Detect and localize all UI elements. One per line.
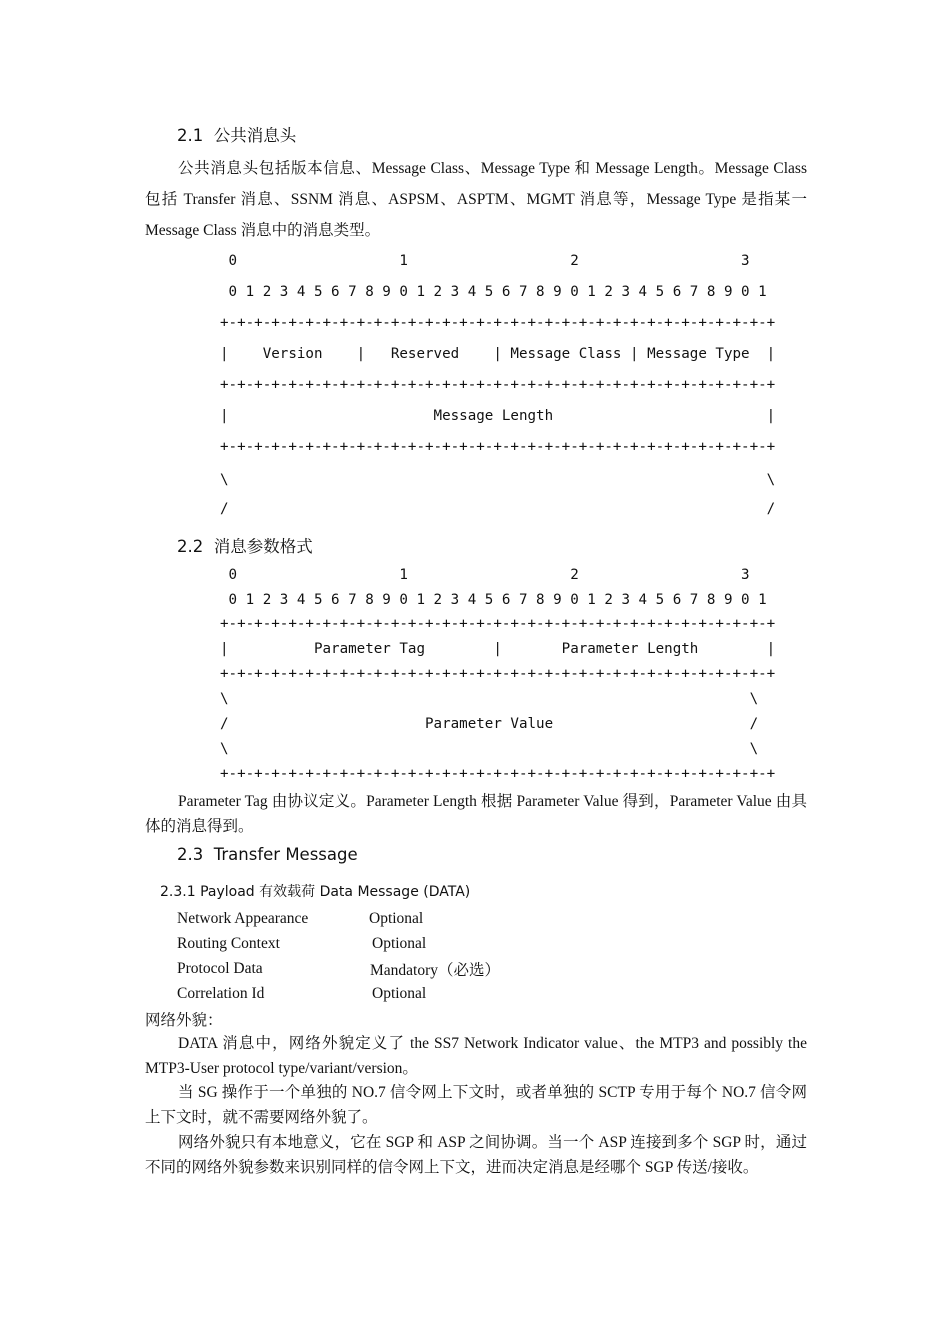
field-status: Optional: [372, 984, 427, 1002]
diagram-row: +-+-+-+-+-+-+-+-+-+-+-+-+-+-+-+-+-+-+-+-+-+-+-+-+-+-+-+-+-+-+-+-+: [220, 315, 776, 331]
field-name: Correlation Id: [177, 984, 265, 1002]
field-status: Mandatory（必选）: [370, 961, 501, 979]
diagram-row: / Parameter Value /: [220, 716, 759, 732]
diagram-row: \ \: [220, 472, 776, 488]
diagram-row: | Parameter Tag | Parameter Length |: [220, 641, 776, 657]
table-row: [177, 956, 500, 981]
table-row: [177, 931, 500, 956]
diagram-row: +-+-+-+-+-+-+-+-+-+-+-+-+-+-+-+-+-+-+-+-+-+-+-+-+-+-+-+-+-+-+-+-+: [220, 377, 776, 393]
table-row: [177, 906, 500, 931]
section-2-2-heading: 2.2 消息参数格式: [177, 537, 313, 556]
section-2-3-heading: 2.3 Transfer Message: [177, 845, 358, 864]
diagram-row: 0 1 2 3: [220, 567, 750, 583]
diagram-row: +-+-+-+-+-+-+-+-+-+-+-+-+-+-+-+-+-+-+-+-+-+-+-+-+-+-+-+-+-+-+-+-+: [220, 439, 776, 455]
field-name: Routing Context: [177, 934, 280, 952]
data-message-fields-table: [177, 906, 500, 1006]
diagram-row: \ \: [220, 691, 759, 707]
table-row: [177, 981, 500, 1006]
diagram-row: 0 1 2 3 4 5 6 7 8 9 0 1 2 3 4 5 6 7 8 9 0 1 2 3 4 5 6 7 8 9 0 1: [220, 592, 767, 608]
section-2-1-heading: 2.1 公共消息头: [177, 126, 297, 145]
network-appearance-paragraph-3: 网络外貌只有本地意义，它在 SGP 和 ASP 之间协调。当一个 ASP 连接到多个 SGP 时，通过不同的网络外貌参数来识别同样的信令网上下文，进而决定消息是经哪个 SGP 传送/接收。: [145, 1134, 807, 1176]
section-2-2-paragraph: Parameter Tag 由协议定义。Parameter Length 根据 Parameter Value 得到，Parameter Value 由具体的消息得到。: [145, 793, 807, 835]
diagram-row: 0 1 2 3: [220, 253, 750, 269]
diagram-row: \ \: [220, 741, 759, 757]
field-status: Optional: [372, 934, 427, 952]
diagram-row: +-+-+-+-+-+-+-+-+-+-+-+-+-+-+-+-+-+-+-+-+-+-+-+-+-+-+-+-+-+-+-+-+: [220, 616, 776, 632]
network-appearance-paragraph-1: DATA 消息中，网络外貌定义了 the SS7 Network Indicator value、the MTP3 and possibly the MTP3-User protocol type/variant/version。: [145, 1035, 807, 1077]
diagram-row: | Version | Reserved | Message Class | Message Type |: [220, 346, 776, 362]
diagram-row: +-+-+-+-+-+-+-+-+-+-+-+-+-+-+-+-+-+-+-+-+-+-+-+-+-+-+-+-+-+-+-+-+: [220, 766, 776, 782]
diagram-row: +-+-+-+-+-+-+-+-+-+-+-+-+-+-+-+-+-+-+-+-+-+-+-+-+-+-+-+-+-+-+-+-+: [220, 666, 776, 682]
diagram-row: | Message Length |: [220, 408, 776, 424]
diagram-row: / /: [220, 501, 776, 517]
section-2-3-1-heading: 2.3.1 Payload 有效载荷 Data Message (DATA): [160, 884, 471, 900]
section-2-1-paragraph: 公共消息头包括版本信息、Message Class、Message Type 和 Message Length。Message Class 包括 Transfer 消息、SSNM 消息、ASPSM、ASPTM、MGMT 消息等，Message Type 是指某一 Message Class 消息中的消息类型。: [145, 160, 807, 239]
diagram-row: 0 1 2 3 4 5 6 7 8 9 0 1 2 3 4 5 6 7 8 9 0 1 2 3 4 5 6 7 8 9 0 1: [220, 284, 767, 300]
field-status: Optional: [369, 909, 424, 927]
network-appearance-paragraph-2: 当 SG 操作于一个单独的 NO.7 信令网上下文时，或者单独的 SCTP 专用于每个 NO.7 信令网上下文时，就不需要网络外貌了。: [145, 1084, 807, 1126]
field-name: Protocol Data: [177, 959, 263, 977]
network-appearance-label: 网络外貌：: [145, 1012, 223, 1029]
field-name: Network Appearance: [177, 909, 309, 927]
